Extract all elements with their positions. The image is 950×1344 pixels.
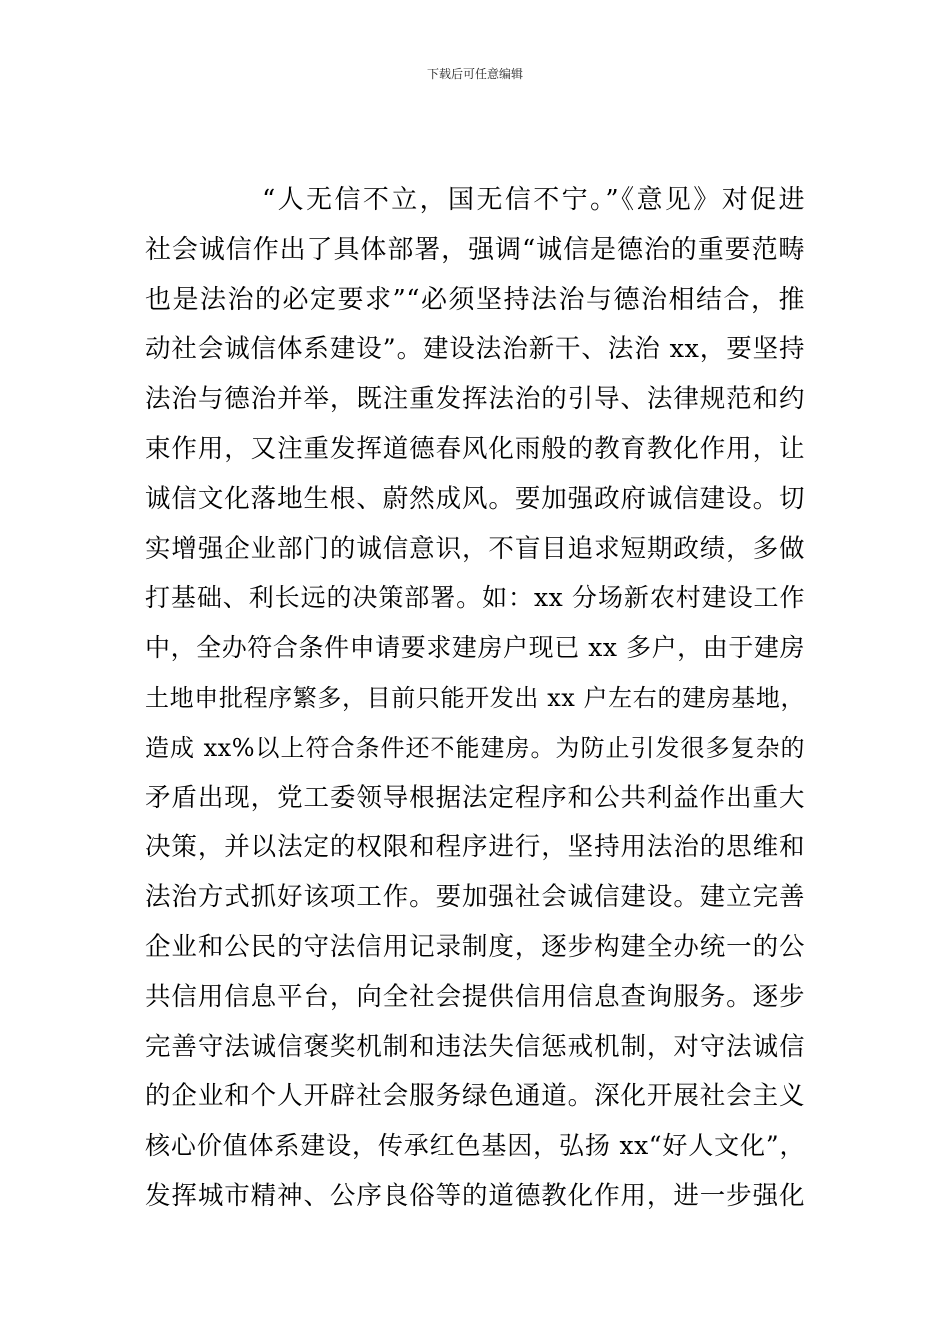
text-line: 诚信文化落地生根、蔚然成风。要加强政府诚信建设。切 [145, 483, 805, 514]
text-line: 动社会诚信体系建设”。建设法治新干、法治 xx，要坚持 [145, 334, 805, 365]
text-line: 法治方式抓好该项工作。要加强社会诚信建设。建立完善 [145, 882, 805, 913]
text-line: 土地申批程序繁多，目前只能开发出 xx 户左右的建房基地， [145, 683, 805, 712]
text-line: 法治与德治并举，既注重发挥法治的引导、法律规范和约 [145, 384, 805, 415]
text-line: 实增强企业部门的诚信意识，不盲目追求短期政绩，多做 [145, 533, 805, 564]
text-line: 打基础、利长远的决策部署。如：xx 分场新农村建设工作 [145, 583, 805, 613]
text-line: 也是法治的必定要求”“必须坚持法治与德治相结合，推 [145, 284, 805, 315]
text-line: 发挥城市精神、公序良俗等的道德教化作用，进一步强化 [145, 1180, 805, 1211]
page-header: 下载后可任意编辑 [426, 67, 523, 81]
text-line: “人无信不立，国无信不宁。”《意见》对促进 [262, 185, 805, 215]
text-line: 决策，并以法定的权限和程序进行，坚持用法治的思维和 [145, 832, 805, 863]
text-line: 共信用信息平台，向全社会提供信用信息查询服务。逐步 [145, 981, 805, 1012]
text-line: 束作用，又注重发挥道德春风化雨般的教育教化作用，让 [145, 433, 805, 464]
text-line: 社会诚信作出了具体部署，强调“诚信是德治的重要范畴 [145, 234, 805, 265]
text-line: 造成 xx%以上符合条件还不能建房。为防止引发很多复杂的 [145, 733, 805, 762]
text-line: 中，全办符合条件申请要求建房户现已 xx 多户，由于建房 [145, 633, 805, 663]
text-line: 矛盾出现，党工委领导根据法定程序和公共利益作出重大 [145, 782, 805, 813]
document-body [145, 180, 805, 1226]
text-line: 核心价值体系建设，传承红色基因，弘扬 xx“好人文化”， [145, 1131, 805, 1161]
text-line: 完善守法诚信褒奖机制和违法失信惩戒机制，对守法诚信 [145, 1031, 805, 1062]
text-line: 的企业和个人开辟社会服务绿色通道。深化开展社会主义 [145, 1081, 805, 1112]
text-line: 企业和公民的守法信用记录制度，逐步构建全办统一的公 [145, 931, 805, 962]
